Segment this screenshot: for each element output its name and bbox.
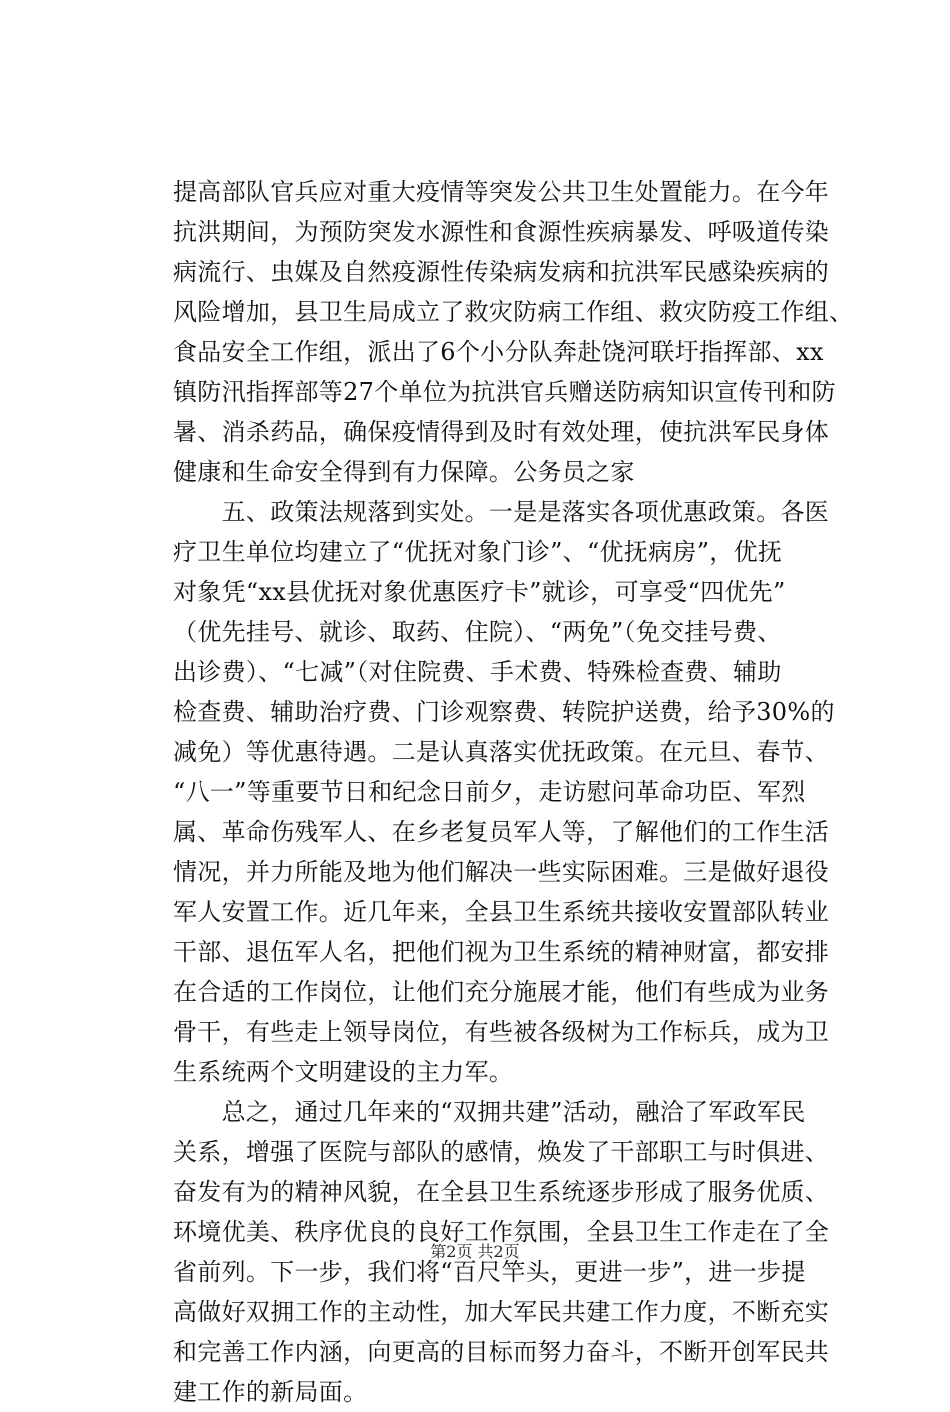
text-line: 和完善工作内涵，向更高的目标而努力奋斗，不断开创军民共 — [173, 1338, 830, 1366]
text-line: 生系统两个文明建设的主力军。 — [173, 1058, 514, 1086]
text-line: 减免）等优惠待遇。二是认真落实优抚政策。在元旦、春节、 — [173, 738, 830, 766]
text-line: 病流行、虫媒及自然疫源性传染病发病和抗洪军民感染疾病的 — [173, 258, 830, 286]
text-line: 属、革命伤残军人、在乡老复员军人等，了解他们的工作生活 — [173, 818, 830, 846]
text-line: 对象凭“xx县优抚对象优惠医疗卡”就诊，可享受“四优先” — [173, 578, 786, 606]
text-line: 环境优美、秩序优良的良好工作氛围，全县卫生工作走在了全 — [173, 1218, 830, 1246]
text-line: 检查费、辅助治疗费、门诊观察费、转院护送费，给予30%的 — [173, 698, 835, 726]
text-line: 情况，并力所能及地为他们解决一些实际困难。三是做好退役 — [173, 858, 830, 886]
text-line: 镇防汛指挥部等27个单位为抗洪官兵赠送防病知识宣传刊和防 — [173, 378, 836, 406]
text-line: 干部、退伍军人名，把他们视为卫生系统的精神财富，都安排 — [173, 938, 830, 966]
text-line: 食品安全工作组，派出了6个小分队奔赴饶河联圩指挥部、xx — [173, 338, 824, 366]
text-line: （优先挂号、就诊、取药、住院）、“两免”（免交挂号费、 — [173, 618, 782, 646]
text-line: 高做好双拥工作的主动性，加大军民共建工作力度，不断充实 — [173, 1298, 830, 1326]
text-line: “八一”等重要节日和纪念日前夕，走访慰问革命功臣、军烈 — [173, 778, 806, 806]
text-line: 奋发有为的精神风貌，在全县卫生系统逐步形成了服务优质、 — [173, 1178, 830, 1206]
text-line: 建工作的新局面。 — [173, 1378, 368, 1406]
text-line: 出诊费）、“七减”（对住院费、手术费、特殊检查费、辅助 — [173, 658, 782, 686]
text-line: 风险增加，县卫生局成立了救灾防病工作组、救灾防疫工作组、 — [173, 298, 854, 326]
text-line: 军人安置工作。近几年来，全县卫生系统共接收安置部队转业 — [173, 898, 830, 926]
text-line: 健康和生命安全得到有力保障。公务员之家 — [173, 458, 635, 486]
text-line: 提高部队官兵应对重大疫情等突发公共卫生处置能力。在今年 — [173, 178, 830, 206]
text-line: 在合适的工作岗位，让他们充分施展才能，他们有些成为业务 — [173, 978, 830, 1006]
body-text — [173, 172, 854, 1412]
text-line: 暑、消杀药品，确保疫情得到及时有效处理，使抗洪军民身体 — [173, 418, 830, 446]
text-line: 骨干，有些走上领导岗位，有些被各级树为工作标兵，成为卫 — [173, 1018, 830, 1046]
text-line: 省前列。下一步，我们将“百尺竿头，更进一步”，进一步提 — [173, 1258, 806, 1286]
text-line: 关系，增强了医院与部队的感情，焕发了干部职工与时俱进、 — [173, 1138, 830, 1166]
text-line: 总之，通过几年来的“双拥共建”活动，融洽了军政军民 — [173, 1098, 806, 1126]
text-line: 疗卫生单位均建立了“优抚对象门诊”、“优抚病房”，优抚 — [173, 538, 783, 566]
text-line: 五、政策法规落到实处。一是是落实各项优惠政策。各医 — [173, 498, 830, 526]
page-footer: 第2页 共2页 — [430, 1242, 520, 1261]
text-line: 抗洪期间，为预防突发水源性和食源性疾病暴发、呼吸道传染 — [173, 218, 830, 246]
